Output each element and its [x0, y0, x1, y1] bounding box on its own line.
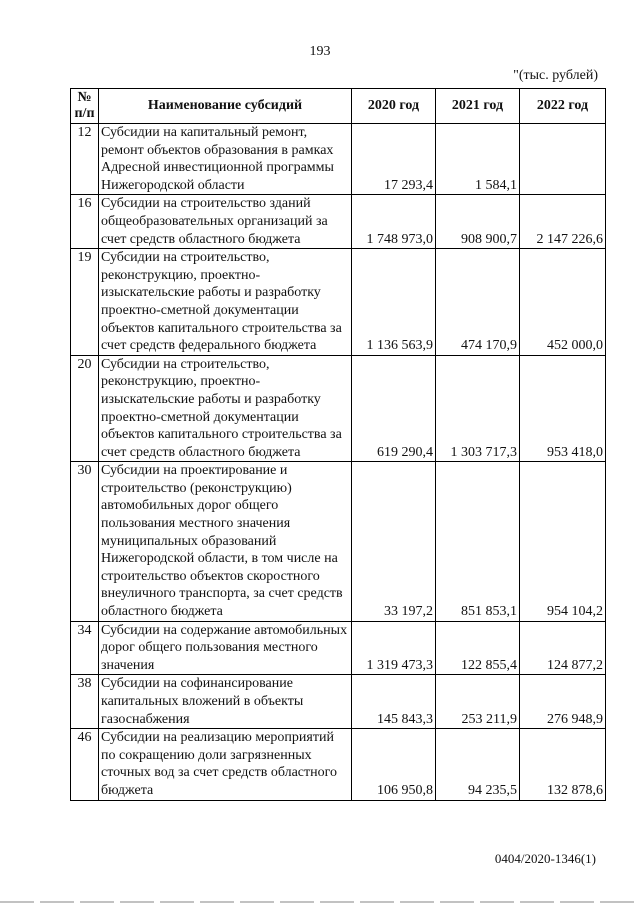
row-name: Субсидии на строительство, реконструкцию, проектно-изыскательские работы и разработку проектно-сметной документации объектов капитального строительства за счет средств областного бюджета	[99, 355, 352, 462]
row-2021: 94 235,5	[436, 729, 520, 800]
header-2021: 2021 год	[436, 89, 520, 124]
table-row	[71, 195, 606, 249]
document-id: 0404/2020-1346(1)	[494, 851, 596, 866]
row-2021: 122 855,4	[436, 621, 520, 675]
scan-edge-artifact	[0, 901, 640, 903]
header-num: № п/п	[71, 89, 99, 124]
row-2022: 124 877,2	[520, 621, 606, 675]
units-label: "(тыс. рублей)	[513, 68, 598, 83]
header-2022: 2022 год	[520, 89, 606, 124]
table-row	[71, 675, 606, 729]
table-row	[71, 124, 606, 195]
row-2020: 619 290,4	[352, 355, 436, 462]
row-2022: 954 104,2	[520, 462, 606, 621]
row-name: Субсидии на проектирование и строительство (реконструкцию) автомобильных дорог общего пользования местного значения муниципальных образований Нижегородской области, в том числе на строительство объектов скоростного внеуличного транспорта, за счет средств областного бюджета	[99, 462, 352, 621]
row-num: 38	[71, 675, 99, 729]
subsidies-table	[70, 88, 606, 801]
row-2022: 452 000,0	[520, 249, 606, 356]
row-2021: 1 584,1	[436, 124, 520, 195]
row-name: Субсидии на содержание автомобильных дорог общего пользования местного значения	[99, 621, 352, 675]
row-num: 30	[71, 462, 99, 621]
table-row	[71, 355, 606, 462]
table-row	[71, 729, 606, 800]
row-2022: 276 948,9	[520, 675, 606, 729]
row-2021: 253 211,9	[436, 675, 520, 729]
header-name: Наименование субсидий	[99, 89, 352, 124]
row-num: 20	[71, 355, 99, 462]
row-2020: 106 950,8	[352, 729, 436, 800]
row-2021: 908 900,7	[436, 195, 520, 249]
row-2020: 1 136 563,9	[352, 249, 436, 356]
row-name: Субсидии на капитальный ремонт, ремонт объектов образования в рамках Адресной инвестиционной программы Нижегородской области	[99, 124, 352, 195]
row-2020: 1 319 473,3	[352, 621, 436, 675]
row-2020: 145 843,3	[352, 675, 436, 729]
row-num: 34	[71, 621, 99, 675]
row-num: 19	[71, 249, 99, 356]
table-row	[71, 462, 606, 621]
row-name: Субсидии на строительство, реконструкцию, проектно-изыскательские работы и разработку проектно-сметной документации объектов капитального строительства за счет средств федерального бюджета	[99, 249, 352, 356]
row-2020: 33 197,2	[352, 462, 436, 621]
page-number: 193	[309, 44, 331, 59]
row-2020: 17 293,4	[352, 124, 436, 195]
row-name: Субсидии на строительство зданий общеобразовательных организаций за счет средств областного бюджета	[99, 195, 352, 249]
row-num: 12	[71, 124, 99, 195]
row-name: Субсидии на реализацию мероприятий по сокращению доли загрязненных сточных вод за счет средств областного бюджета	[99, 729, 352, 800]
row-name: Субсидии на софинансирование капитальных вложений в объекты газоснабжения	[99, 675, 352, 729]
row-2022: 2 147 226,6	[520, 195, 606, 249]
table-header-row	[71, 89, 606, 124]
header-2020: 2020 год	[352, 89, 436, 124]
table-row	[71, 249, 606, 356]
row-2022: 953 418,0	[520, 355, 606, 462]
row-2021: 474 170,9	[436, 249, 520, 356]
row-2021: 1 303 717,3	[436, 355, 520, 462]
row-2022: 132 878,6	[520, 729, 606, 800]
table-row	[71, 621, 606, 675]
row-num: 46	[71, 729, 99, 800]
row-2020: 1 748 973,0	[352, 195, 436, 249]
row-2021: 851 853,1	[436, 462, 520, 621]
row-2022	[520, 124, 606, 195]
row-num: 16	[71, 195, 99, 249]
